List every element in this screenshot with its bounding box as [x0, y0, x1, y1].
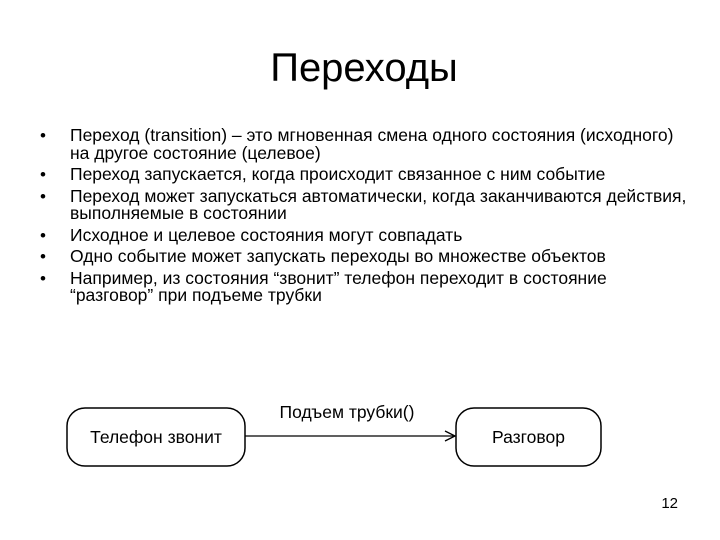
bullet-marker: • — [40, 186, 46, 206]
bullet-marker: • — [40, 126, 46, 145]
bullet-item — [0, 185, 690, 223]
target-state-label: Разговор — [492, 427, 565, 447]
slide-title: Переходы — [270, 46, 458, 90]
bullet-list — [0, 127, 720, 309]
bullet-text: Переход запускается, когда происходит связанное с ним событие — [70, 164, 606, 184]
bullet-text: Переход может запускаться автоматически, когда заканчиваются действия, выполняемые в состоянии — [70, 185, 687, 223]
bullet-item — [0, 267, 690, 305]
source-state-label: Телефон звонит — [90, 427, 222, 447]
bullet-item — [0, 166, 690, 184]
bullet-text: Переход (transition) – это мгновенная смена одного состояния (исходного) на другое состояние (целевое) — [70, 125, 674, 163]
bullet-text: Исходное и целевое состояния могут совпадать — [70, 224, 463, 245]
bullet-marker: • — [40, 247, 46, 266]
bullet-item — [0, 224, 690, 245]
transition-label: Подъем трубки() — [279, 402, 415, 422]
bullet-marker: • — [40, 268, 46, 288]
bullet-item — [0, 248, 690, 266]
bullet-marker: • — [40, 225, 46, 245]
bullet-text: Например, из состояния “звонит” телефон переходит в состояние “разговор” при подъеме трубки — [70, 267, 607, 305]
bullet-marker: • — [40, 165, 46, 184]
state-diagram — [0, 390, 720, 490]
bullet-item — [0, 127, 690, 162]
bullet-text: Одно событие может запускать переходы во множестве объектов — [70, 246, 606, 266]
page-number: 12 — [661, 495, 678, 512]
